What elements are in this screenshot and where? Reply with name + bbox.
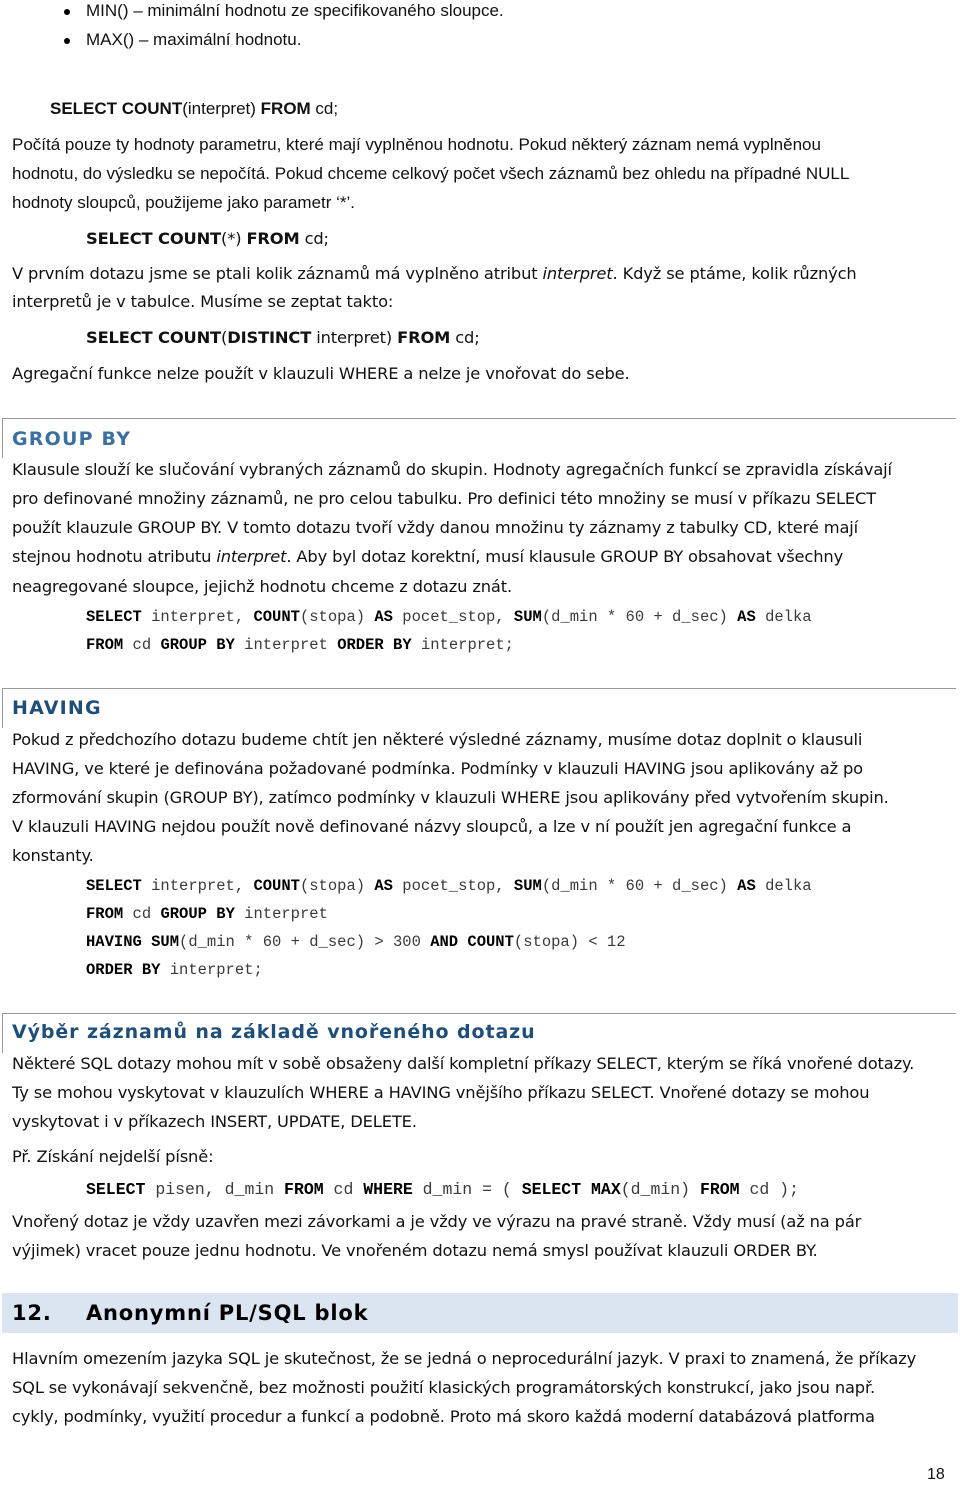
section-rule [2, 1013, 3, 1053]
section-rule [2, 418, 3, 458]
paragraph-line: pro definované množiny záznamů, ne pro celou tabulku. Pro definici této množiny se musí v příkazu SELECT [12, 489, 877, 508]
paragraph-line: konstanty. [12, 846, 94, 865]
code-line: ORDER BY interpret; [86, 961, 263, 979]
paragraph-line: Agregační funkce nelze použít v klauzuli WHERE a nelze je vnořovat do sebe. [12, 364, 630, 383]
bullet-min: MIN() – minimální hodnotu ze specifikovaného sloupce. [86, 1, 504, 20]
paragraph-line: V klauzuli HAVING nejdou použít nově definované názvy sloupců, a lze v ní použít jen agregační funkce a [12, 817, 852, 836]
example-label: Př. Získání nejdelší písně: [12, 1147, 214, 1166]
paragraph-line: Klausule slouží ke slučování vybraných záznamů do skupin. Hodnoty agregačních funkcí se zpravidla získávají [12, 460, 892, 479]
paragraph-line: Pokud z předchozího dotazu budeme chtít jen některé výsledné záznamy, musíme dotaz doplnit o klausuli [12, 730, 863, 749]
heading-subquery: Výběr záznamů na základě vnořeného dotazu [12, 1021, 536, 1043]
paragraph-line: Hlavním omezením jazyka SQL je skutečnost, že se jedná o neprocedurální jazyk. V praxi to znamená, že příkazy [12, 1349, 917, 1368]
bullet-max: MAX() – maximální hodnotu. [86, 30, 302, 49]
section-rule [2, 688, 3, 728]
code-line: FROM cd GROUP BY interpret ORDER BY interpret; [86, 636, 514, 654]
sql-query-count-star: SELECT COUNT(*) FROM cd; [86, 229, 329, 248]
code-line: SELECT interpret, COUNT(stopa) AS pocet_stop, SUM(d_min * 60 + d_sec) AS delka [86, 877, 812, 895]
paragraph-line: hodnotu, do výsledku se nepočítá. Pokud chceme celkový počet všech záznamů bez ohledu na případné NULL [12, 164, 850, 183]
bullet-dot [64, 9, 70, 15]
section-rule [2, 688, 956, 689]
sql-query-count: SELECT COUNT(interpret) FROM cd; [50, 99, 339, 118]
paragraph-line: HAVING, ve které je definována požadované podmínka. Podmínky v klauzuli HAVING jsou aplikovány až po [12, 759, 863, 778]
paragraph-line: hodnoty sloupců, použijeme jako parametr ‘*’. [12, 193, 356, 212]
heading-group-by: GROUP BY [12, 428, 132, 450]
paragraph-line: Ty se mohou vyskytovat v klauzulích WHERE a HAVING vnějšího příkazu SELECT. Vnořené dotazy se mohou [12, 1083, 870, 1102]
code-line: SELECT pisen, d_min FROM cd WHERE d_min = ( SELECT MAX(d_min) FROM cd ); [86, 1180, 799, 1199]
paragraph-line: zformování skupin (GROUP BY), zatímco podmínky v klauzuli WHERE jsou aplikovány před vytvořením skupin. [12, 788, 889, 807]
paragraph-line: stejnou hodnotu atributu interpret. Aby byl dotaz korektní, musí klausule GROUP BY obsahovat všechny [12, 547, 844, 566]
paragraph-line: cykly, podmínky, využití procedur a funkcí a podobně. Proto má skoro každá moderní databázová platforma [12, 1407, 875, 1426]
sql-query-count-distinct: SELECT COUNT(DISTINCT interpret) FROM cd; [86, 328, 480, 347]
code-line: SELECT interpret, COUNT(stopa) AS pocet_stop, SUM(d_min * 60 + d_sec) AS delka [86, 608, 812, 626]
paragraph-line: neagregované sloupce, jejichž hodnotu chceme z dotazu znát. [12, 577, 512, 596]
paragraph-line: Počítá pouze ty hodnoty parametru, které mají vyplněnou hodnotu. Pokud některý záznam nemá vyplněnou [12, 135, 821, 154]
code-line: FROM cd GROUP BY interpret [86, 905, 328, 923]
section-rule [2, 418, 956, 419]
paragraph-line: Některé SQL dotazy mohou mít v sobě obsaženy další kompletní příkazy SELECT, kterým se říká vnořené dotazy. [12, 1054, 915, 1073]
bullet-dot [64, 38, 70, 44]
code-line: HAVING SUM(d_min * 60 + d_sec) > 300 AND COUNT(stopa) < 12 [86, 933, 626, 951]
paragraph-line: V prvním dotazu jsme se ptali kolik záznamů má vyplněno atribut interpret. Když se ptáme, kolik různých [12, 264, 857, 283]
paragraph-line: Vnořený dotaz je vždy uzavřen mezi závorkami a je vždy ve výrazu na pravé straně. Vždy musí (až na pár [12, 1212, 862, 1231]
paragraph-line: vyskytovat i v příkazech INSERT, UPDATE, DELETE. [12, 1112, 417, 1131]
paragraph-line: výjimek) vracet pouze jednu hodnotu. Ve vnořeném dotazu nemá smysl používat klauzuli ORDER BY. [12, 1241, 818, 1260]
heading-having: HAVING [12, 697, 102, 719]
paragraph-line: použít klauzule GROUP BY. V tomto dotazu tvoří vždy danou množinu ty záznamy z tabulky CD, které mají [12, 518, 859, 537]
paragraph-line: interpretů je v tabulce. Musíme se zeptat takto: [12, 292, 394, 311]
paragraph-line: SQL se vykonávají sekvenčně, bez možnosti použití klasických programátorských konstrukcí, jako jsou např. [12, 1378, 876, 1397]
chapter-number: 12. [12, 1301, 52, 1325]
page-number: 18 [927, 1466, 945, 1483]
chapter-title: Anonymní PL/SQL blok [86, 1301, 369, 1325]
section-rule [2, 1013, 956, 1014]
